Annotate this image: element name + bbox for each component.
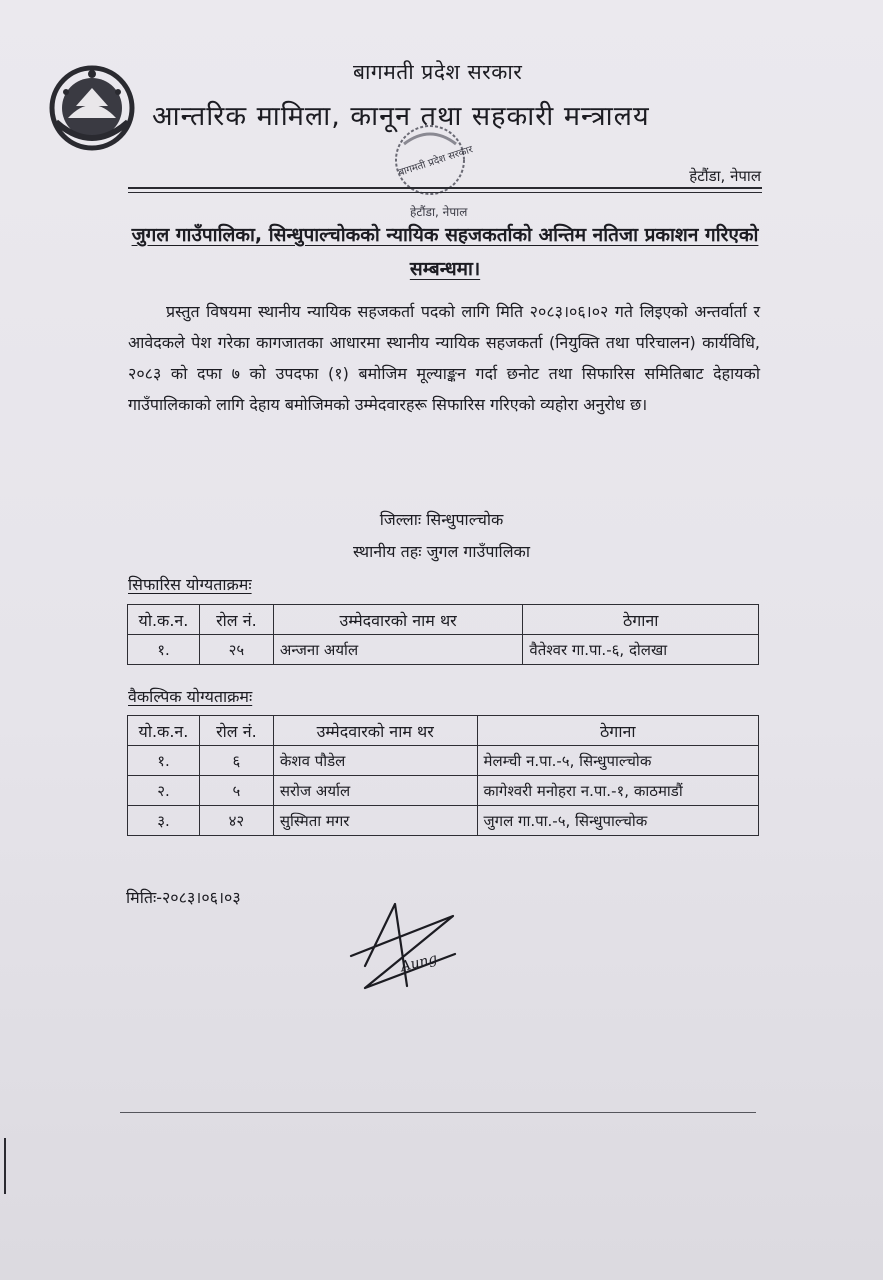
table-row xyxy=(128,806,759,836)
cell-roll: ६ xyxy=(199,746,273,776)
cell-roll: २५ xyxy=(199,635,273,665)
cell-name: सुस्मिता मगर xyxy=(273,806,477,836)
cell-name: अन्जना अर्याल xyxy=(273,635,523,665)
cell-name: केशव पौडेल xyxy=(273,746,477,776)
header-name: उम्मेदवारको नाम थर xyxy=(273,716,477,746)
recommended-table xyxy=(127,604,759,665)
header-serial: यो.क.न. xyxy=(128,605,200,635)
header-divider xyxy=(128,187,762,189)
cell-address: वैतेश्वर गा.पा.-६, दोलखा xyxy=(523,635,759,665)
table-row xyxy=(128,776,759,806)
cell-roll: ४२ xyxy=(199,806,273,836)
scan-edge-mark xyxy=(4,1138,6,1194)
header-address: ठेगाना xyxy=(477,716,758,746)
cell-serial: ३. xyxy=(128,806,200,836)
signature-text: Aung xyxy=(398,950,439,976)
office-location: हेटौंडा, नेपाल xyxy=(689,167,761,185)
header-roll: रोल नं. xyxy=(199,716,273,746)
table-header-row xyxy=(128,605,759,635)
stamp-line1: बागमती प्रदेश सरकार xyxy=(397,144,475,179)
letter-date: मितिः-२०८३।०६।०३ xyxy=(126,888,241,907)
local-level-label: स्थानीय तहः जुगल गाउँपालिका xyxy=(353,542,530,561)
footer-divider xyxy=(120,1112,756,1113)
government-name: बागमती प्रदेश सरकार xyxy=(353,60,523,84)
government-emblem-icon xyxy=(46,62,138,154)
header-roll: रोल नं. xyxy=(199,605,273,635)
cell-address: मेलम्ची न.पा.-५, सिन्धुपाल्चोक xyxy=(477,746,758,776)
alternate-section-title: वैकल्पिक योग्यताक्रमः xyxy=(128,687,253,706)
cell-serial: २. xyxy=(128,776,200,806)
cell-name: सरोज अर्याल xyxy=(273,776,477,806)
letter-subject: जुगल गाउँपालिका, सिन्धुपाल्चोकको न्यायिक सहजकर्ताको अन्तिम नतिजा प्रकाशन गरिएको सम्बन्धमा। xyxy=(131,224,759,280)
cell-serial: १. xyxy=(128,746,200,776)
cell-roll: ५ xyxy=(199,776,273,806)
office-stamp-icon xyxy=(352,118,502,228)
ministry-name: आन्तरिक मामिला, कानून तथा सहकारी मन्त्रालय xyxy=(152,101,650,132)
signature-icon xyxy=(345,896,465,996)
header-serial: यो.क.न. xyxy=(128,716,200,746)
header-address: ठेगाना xyxy=(523,605,759,635)
cell-address: जुगल गा.पा.-५, सिन्धुपाल्चोक xyxy=(477,806,758,836)
table-row xyxy=(128,635,759,665)
alternate-table xyxy=(127,715,759,836)
table-header-row xyxy=(128,716,759,746)
table-row xyxy=(128,746,759,776)
letter-body: प्रस्तुत विषयमा स्थानीय न्यायिक सहजकर्ता पदको लागि मिति २०८३।०६।०२ गते लिइएको अन्तर्वार्ता र आवेदकले पेश गरेका कागजातका आधारमा स्थानीय न्यायिक सहजकर्ता (नियुक्ति तथा परिचालन) कार्यविधि, २०८३ को दफा ७ को उपदफा (१) बमोजिम मूल्याङ्कन गर्दा छनोट तथा सिफारिस समितिबाट देहायको गाउँपालिकाको लागि देहाय बमोजिमको उम्मेदवारहरू सिफारिस गरिएको व्यहोरा अनुरोध छ। xyxy=(128,302,760,414)
header-name: उम्मेदवारको नाम थर xyxy=(273,605,523,635)
cell-serial: १. xyxy=(128,635,200,665)
cell-address: कागेश्वरी मनोहरा न.पा.-१, काठमाडौं xyxy=(477,776,758,806)
district-label: जिल्लाः सिन्धुपाल्चोक xyxy=(379,510,504,529)
header-divider-thin xyxy=(128,192,762,193)
stamp-line2: हेटौंडा, नेपाल xyxy=(410,205,468,219)
recommended-section-title: सिफारिस योग्यताक्रमः xyxy=(128,575,252,594)
